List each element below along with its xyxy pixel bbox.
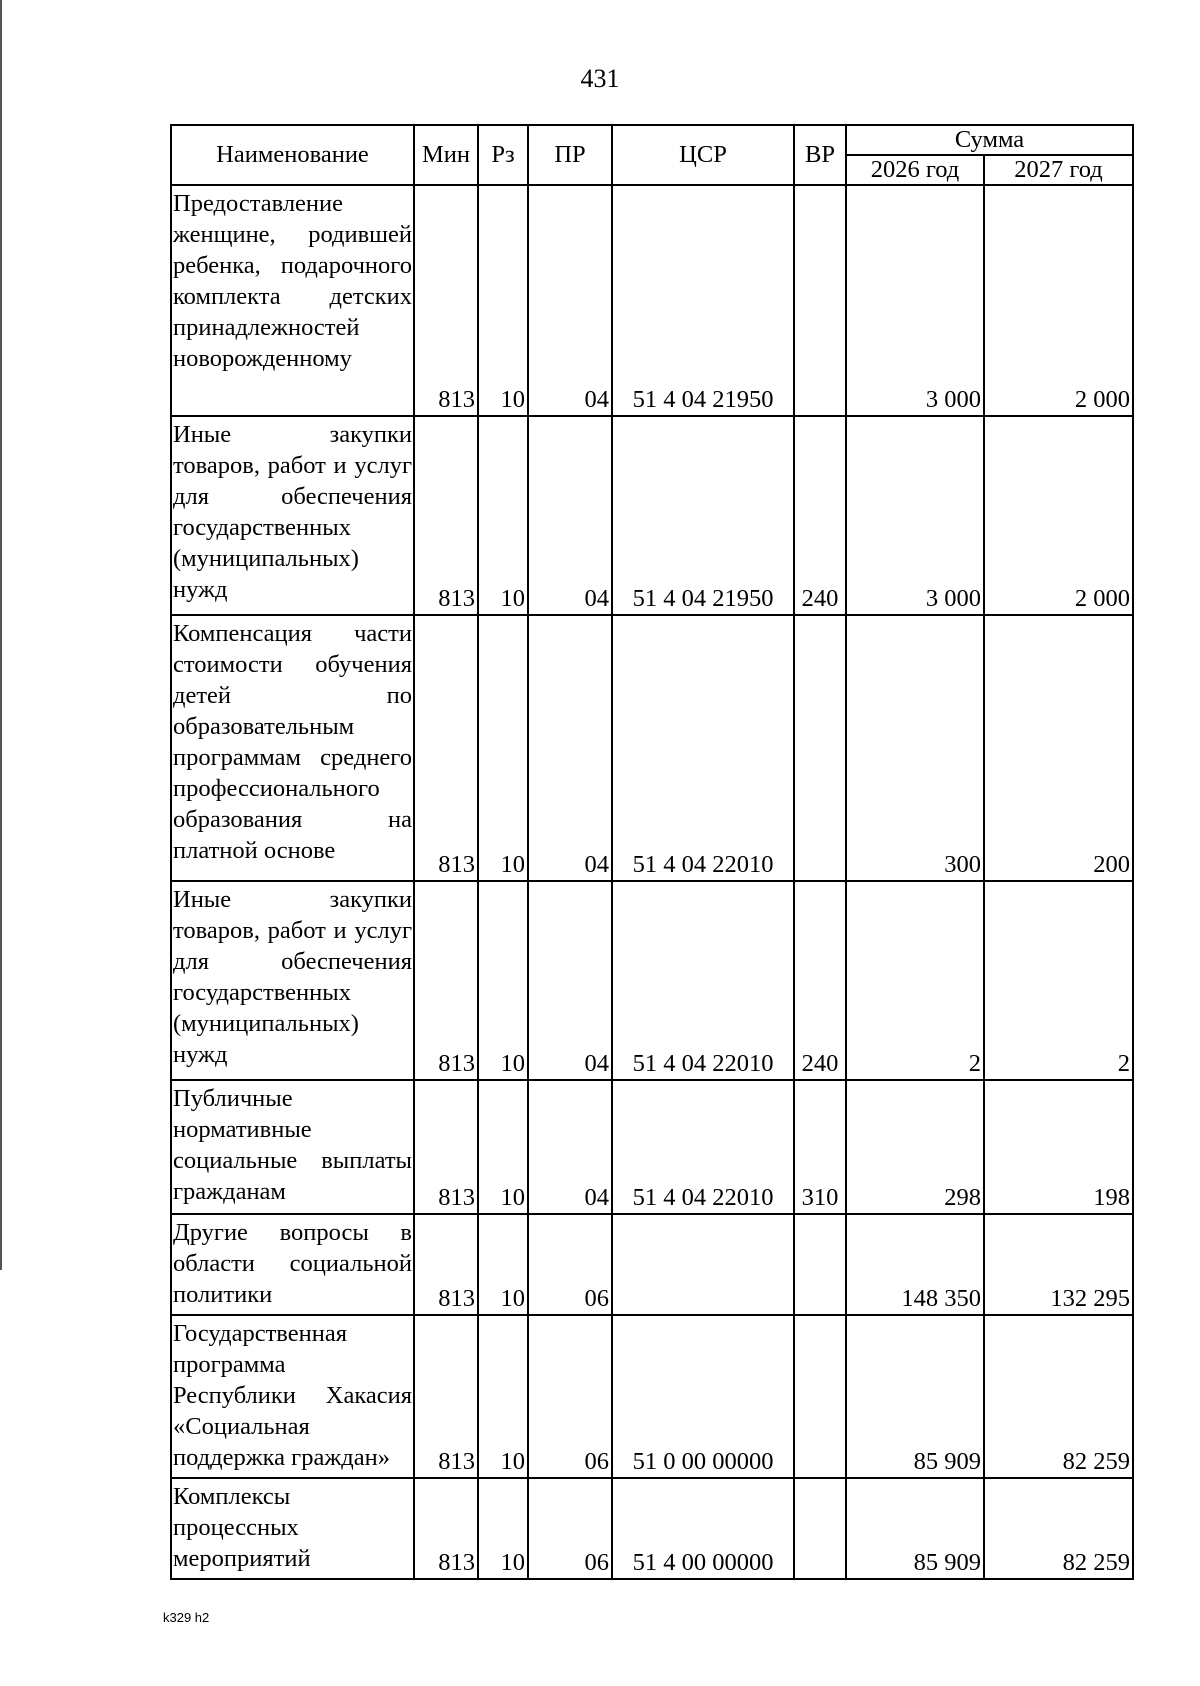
- row-2026: 3 000: [846, 185, 984, 416]
- row-2027: 198: [984, 1080, 1133, 1214]
- row-pr: 04: [528, 881, 612, 1080]
- row-rz: 10: [478, 1080, 528, 1214]
- row-vr: [794, 185, 846, 416]
- budget-table: [170, 124, 1134, 1580]
- row-rz: 10: [478, 881, 528, 1080]
- row-2027: 82 259: [984, 1315, 1133, 1478]
- row-2026: 300: [846, 615, 984, 881]
- scan-edge-line: [0, 0, 2, 1270]
- row-min: 813: [414, 1315, 478, 1478]
- row-vr: [794, 1478, 846, 1579]
- row-2026: 2: [846, 881, 984, 1080]
- row-rz: 10: [478, 416, 528, 615]
- row-min: 813: [414, 1478, 478, 1579]
- row-2027: 2 000: [984, 416, 1133, 615]
- row-csr: 51 4 04 21950: [612, 416, 794, 615]
- row-2027: 2: [984, 881, 1133, 1080]
- row-pr: 06: [528, 1478, 612, 1579]
- row-name: Иные закупки товаров, работ и услуг для обеспечения государственных (муниципальных) нужд: [171, 416, 414, 615]
- row-vr: 310: [794, 1080, 846, 1214]
- row-2027: 2 000: [984, 185, 1133, 416]
- row-2027: 200: [984, 615, 1133, 881]
- header-name: Наименование: [171, 125, 414, 185]
- row-pr: 04: [528, 615, 612, 881]
- table-row: [171, 881, 1133, 1080]
- header-pr: ПР: [528, 125, 612, 185]
- header-2026: 2026 год: [846, 155, 984, 185]
- row-2026: 85 909: [846, 1315, 984, 1478]
- row-rz: 10: [478, 1214, 528, 1315]
- row-name: Другие вопросы в области социальной политики: [171, 1214, 414, 1315]
- table-row: [171, 416, 1133, 615]
- header-2027: 2027 год: [984, 155, 1133, 185]
- row-2026: 85 909: [846, 1478, 984, 1579]
- row-2027: 132 295: [984, 1214, 1133, 1315]
- footer-code: k329 h2: [163, 1610, 210, 1625]
- row-vr: 240: [794, 416, 846, 615]
- row-pr: 04: [528, 185, 612, 416]
- row-min: 813: [414, 185, 478, 416]
- row-2026: 148 350: [846, 1214, 984, 1315]
- row-pr: 06: [528, 1315, 612, 1478]
- row-rz: 10: [478, 1315, 528, 1478]
- header-min: Мин: [414, 125, 478, 185]
- row-csr: 51 4 04 22010: [612, 615, 794, 881]
- row-name: Предоставление женщине, родившей ребенка, подарочного комплекта детских принадлежностей новорожденному: [171, 185, 414, 416]
- row-min: 813: [414, 1080, 478, 1214]
- row-name: Компенсация части стоимости обучения детей по образовательным программам среднего профессионального образования на платной основе: [171, 615, 414, 881]
- header-csr: ЦСР: [612, 125, 794, 185]
- row-name: Иные закупки товаров, работ и услуг для обеспечения государственных (муниципальных) нужд: [171, 881, 414, 1080]
- row-pr: 06: [528, 1214, 612, 1315]
- header-rz: Рз: [478, 125, 528, 185]
- row-pr: 04: [528, 1080, 612, 1214]
- table-row: [171, 185, 1133, 416]
- row-vr: 240: [794, 881, 846, 1080]
- row-rz: 10: [478, 615, 528, 881]
- row-csr: [612, 1214, 794, 1315]
- row-vr: [794, 1214, 846, 1315]
- row-min: 813: [414, 1214, 478, 1315]
- row-name: Комплексы процессных мероприятий: [171, 1478, 414, 1579]
- table-row: [171, 1080, 1133, 1214]
- table-row: [171, 615, 1133, 881]
- header-vr: ВР: [794, 125, 846, 185]
- row-name: Публичные нормативные социальные выплаты гражданам: [171, 1080, 414, 1214]
- row-vr: [794, 1315, 846, 1478]
- row-csr: 51 0 00 00000: [612, 1315, 794, 1478]
- row-pr: 04: [528, 416, 612, 615]
- row-min: 813: [414, 615, 478, 881]
- row-vr: [794, 615, 846, 881]
- header-sum: Сумма: [846, 125, 1133, 155]
- row-csr: 51 4 00 00000: [612, 1478, 794, 1579]
- row-2027: 82 259: [984, 1478, 1133, 1579]
- row-min: 813: [414, 416, 478, 615]
- page-number: 431: [580, 64, 620, 93]
- row-name: Государственная программа Республики Хакасия «Социальная поддержка граждан»: [171, 1315, 414, 1478]
- row-min: 813: [414, 881, 478, 1080]
- table-row: [171, 1214, 1133, 1315]
- row-2026: 3 000: [846, 416, 984, 615]
- table-row: [171, 1315, 1133, 1478]
- row-rz: 10: [478, 185, 528, 416]
- row-csr: 51 4 04 22010: [612, 1080, 794, 1214]
- row-csr: 51 4 04 21950: [612, 185, 794, 416]
- row-2026: 298: [846, 1080, 984, 1214]
- row-rz: 10: [478, 1478, 528, 1579]
- row-csr: 51 4 04 22010: [612, 881, 794, 1080]
- table-row: [171, 1478, 1133, 1579]
